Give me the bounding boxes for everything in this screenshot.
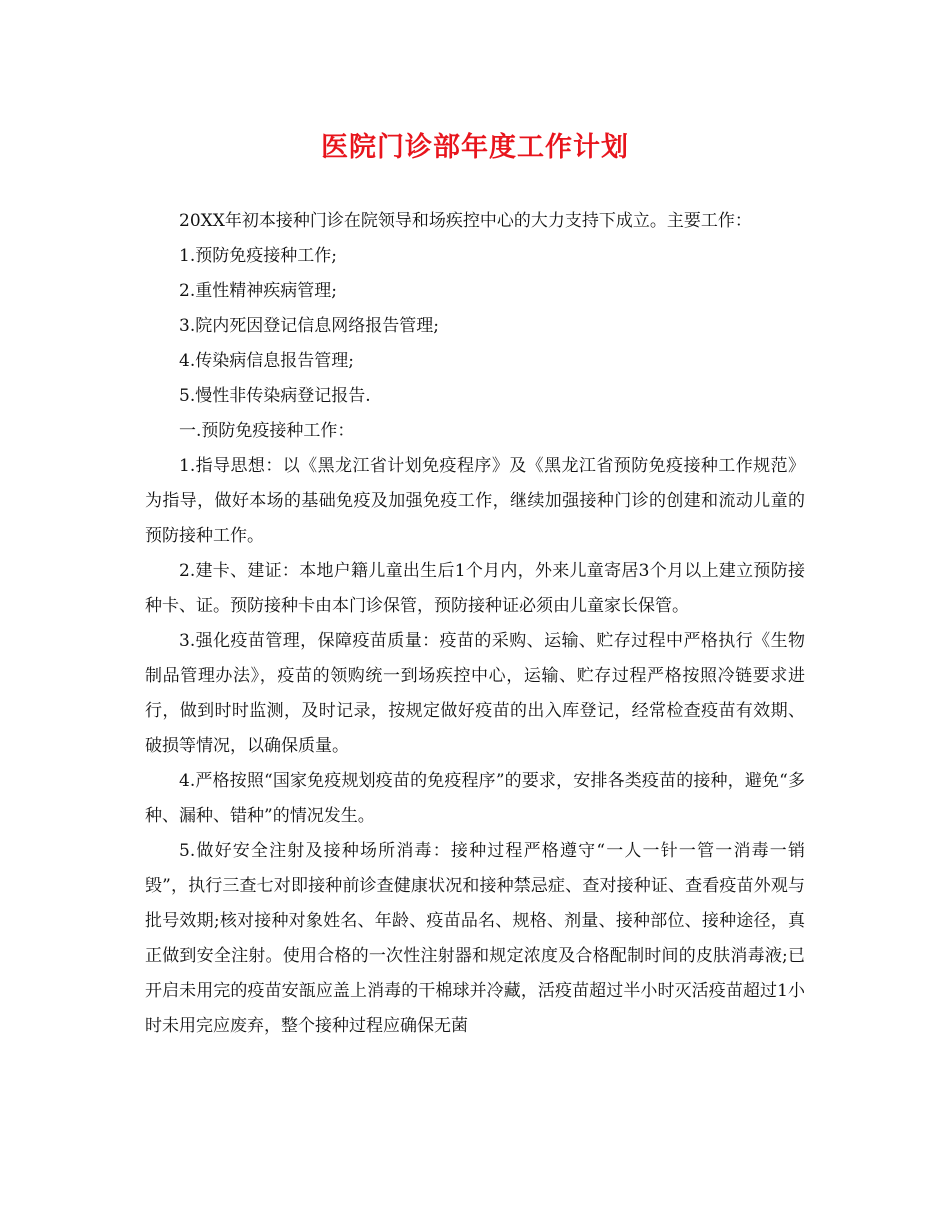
section-heading-1: 一.预防免疫接种工作： xyxy=(179,421,355,441)
section-paragraph: 1.指导思想：以《黑龙江省计划免疫程序》及《黑龙江省预防免疫接种工作规范》为指导，做好本场的基础免疫及加强免疫工作，继续加强接种门诊的创建和流动儿童的预防接种工作。 xyxy=(145,456,805,546)
work-item-2: 2.重性精神疾病管理; xyxy=(179,281,337,301)
section-paragraph: 4.严格按照“国家免疫规划疫苗的免疫程序”的要求，安排各类疫苗的接种，避免“多种、漏种、错种”的情况发生。 xyxy=(145,771,805,826)
work-item-5: 5.慢性非传染病登记报告. xyxy=(179,386,371,406)
intro-paragraph: 20XX年初本接种门诊在院领导和场疾控中心的大力支持下成立。主要工作： xyxy=(179,211,752,231)
section-paragraph: 5.做好安全注射及接种场所消毒：接种过程严格遵守“一人一针一管一消毒一销毁”，执行三查七对即接种前诊查健康状况和接种禁忌症、查对接种证、查看疫苗外观与批号效期;核对接种对象姓名、年龄、疫苗品名、规格、剂量、接种部位、接种途径，真正做到安全注射。使用合格的一次性注射器和规定浓度及合格配制时间的皮肤消毒液;已开启未用完的疫苗安瓿应盖上消毒的干棉球并冷藏，活疫苗超过半小时灭活疫苗超过1小时未用完应废弃，整个接种过程应确保无菌 xyxy=(145,841,805,1036)
document-title: 医院门诊部年度工作计划 xyxy=(321,132,629,163)
work-item-4: 4.传染病信息报告管理; xyxy=(179,351,354,371)
work-item-3: 3.院内死因登记信息网络报告管理; xyxy=(179,316,439,336)
section-paragraph: 2.建卡、建证：本地户籍儿童出生后1个月内，外来儿童寄居3个月以上建立预防接种卡、证。预防接种卡由本门诊保管，预防接种证必须由儿童家长保管。 xyxy=(145,561,805,616)
section-paragraph: 3.强化疫苗管理，保障疫苗质量：疫苗的采购、运输、贮存过程中严格执行《生物制品管理办法》，疫苗的领购统一到场疾控中心，运输、贮存过程严格按照冷链要求进行，做到时时监测，及时记录，按规定做好疫苗的出入库登记，经常检查疫苗有效期、破损等情况，以确保质量。 xyxy=(145,631,805,756)
work-item-1: 1.预防免疫接种工作; xyxy=(179,246,337,266)
document-body xyxy=(145,204,805,1044)
